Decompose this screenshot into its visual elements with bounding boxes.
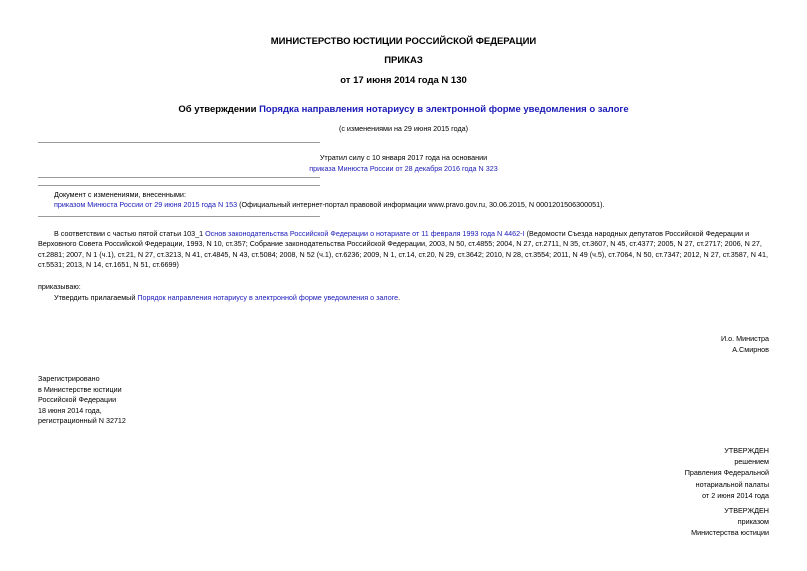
divider (38, 185, 320, 186)
divider (38, 142, 320, 143)
doc-title (0, 104, 807, 115)
changes-doc-link[interactable]: приказом Минюста России от 29 июня 2015 года N 153 (54, 200, 238, 209)
preamble-prefix: В соответствии с частью пятой статьи 103_1 (54, 229, 206, 238)
approved-line: решением (734, 457, 769, 467)
doc-title-link[interactable]: Порядка направления нотариусу в электронной форме уведомления о залоге (259, 104, 629, 115)
changes-doc-line (54, 200, 604, 210)
approved-line: УТВЕРЖДЕН (724, 446, 769, 455)
preamble-rest: (Ведомости Съезда народных депутатов Российской Федерации и Верховного Совета Российской Федерации, 1993, N 10, ст.357; Собрание законодательства Российской Федерации, 2003, N 50, ст.4855; 2004, N 27, ст.2711, N 35, ст.3607, N 45, ст.4377; 2005, N 27, ст.2717; 2006, N 27, ст.2881; 2007, N 1 (ч.1), ст.21, N 27, ст.3213, N 41, ст.4845, N 43, ст.5084; 2008, N 52 (ч.1), ст.6236; 2009, N 1, ст.14, ст.20, N 29, ст.3642; 2010, N 28, ст.3554; 2011, N 49 (ч.5), ст.7064, N 50, ст.7347; 2012, N 27, ст.3587, N 41, ст.5531; 2013, N 14, ст.1651, N 51, ст.6699) (38, 229, 768, 270)
registration-line: Российской Федерации (38, 395, 117, 405)
approved-line: приказом (737, 517, 769, 527)
approve-link[interactable]: Порядок направления нотариусу в электронной форме уведомления о залоге (137, 293, 399, 302)
divider (38, 216, 320, 217)
registration-line: в Министерстве юстиции (38, 384, 122, 394)
approved-line: УТВЕРЖДЕН (724, 506, 769, 515)
signature-position: И.о. Министра (720, 334, 769, 343)
doc-date-number: от 17 июня 2014 года N 130 (340, 75, 467, 86)
approve-prefix: Утвердить прилагаемый (54, 293, 138, 302)
approved-line: от 2 июня 2014 года (702, 490, 769, 500)
approved-line: Министерства юстиции (691, 528, 769, 538)
approved-block-2 (691, 505, 769, 539)
doc-title-prefix: Об утверждении (178, 104, 260, 115)
ministry-title: МИНИСТЕРСТВО ЮСТИЦИИ РОССИЙСКОЙ ФЕДЕРАЦИИ (270, 36, 537, 47)
expired-link[interactable]: приказа Минюста России от 28 декабря 2016 года N 323 (309, 164, 498, 173)
approved-line: нотариальной палаты (695, 479, 769, 489)
order-word: приказываю: (38, 282, 81, 291)
approved-line: Правления Федеральной (684, 468, 769, 478)
approved-block-1 (685, 445, 769, 501)
expired-line: Утратил силу с 10 января 2017 года на основании (319, 153, 488, 162)
changes-note: (с изменениями на 29 июня 2015 года) (338, 124, 469, 133)
registration-line: 18 июня 2014 года, (38, 405, 102, 415)
changes-doc-rest: (Официальный интернет-портал правовой информации www.pravo.gov.ru, 30.06.2015, N 0001201506300051). (237, 200, 605, 209)
signature-name: А.Смирнов (732, 345, 769, 354)
preamble-link[interactable]: Основ законодательства Российской Федерации о нотариате от 11 февраля 1993 года N 4462-I (205, 229, 525, 238)
registration-line: Зарегистрировано (38, 374, 100, 383)
preamble-paragraph (38, 229, 774, 271)
registration-line: регистрационный N 32712 (38, 416, 126, 426)
changes-doc-label: Документ с изменениями, внесенными: (54, 190, 186, 199)
divider (38, 177, 320, 178)
registration-block (38, 374, 126, 427)
doc-type: ПРИКАЗ (384, 55, 423, 66)
approve-suffix: . (398, 293, 401, 302)
approve-line (54, 293, 400, 303)
